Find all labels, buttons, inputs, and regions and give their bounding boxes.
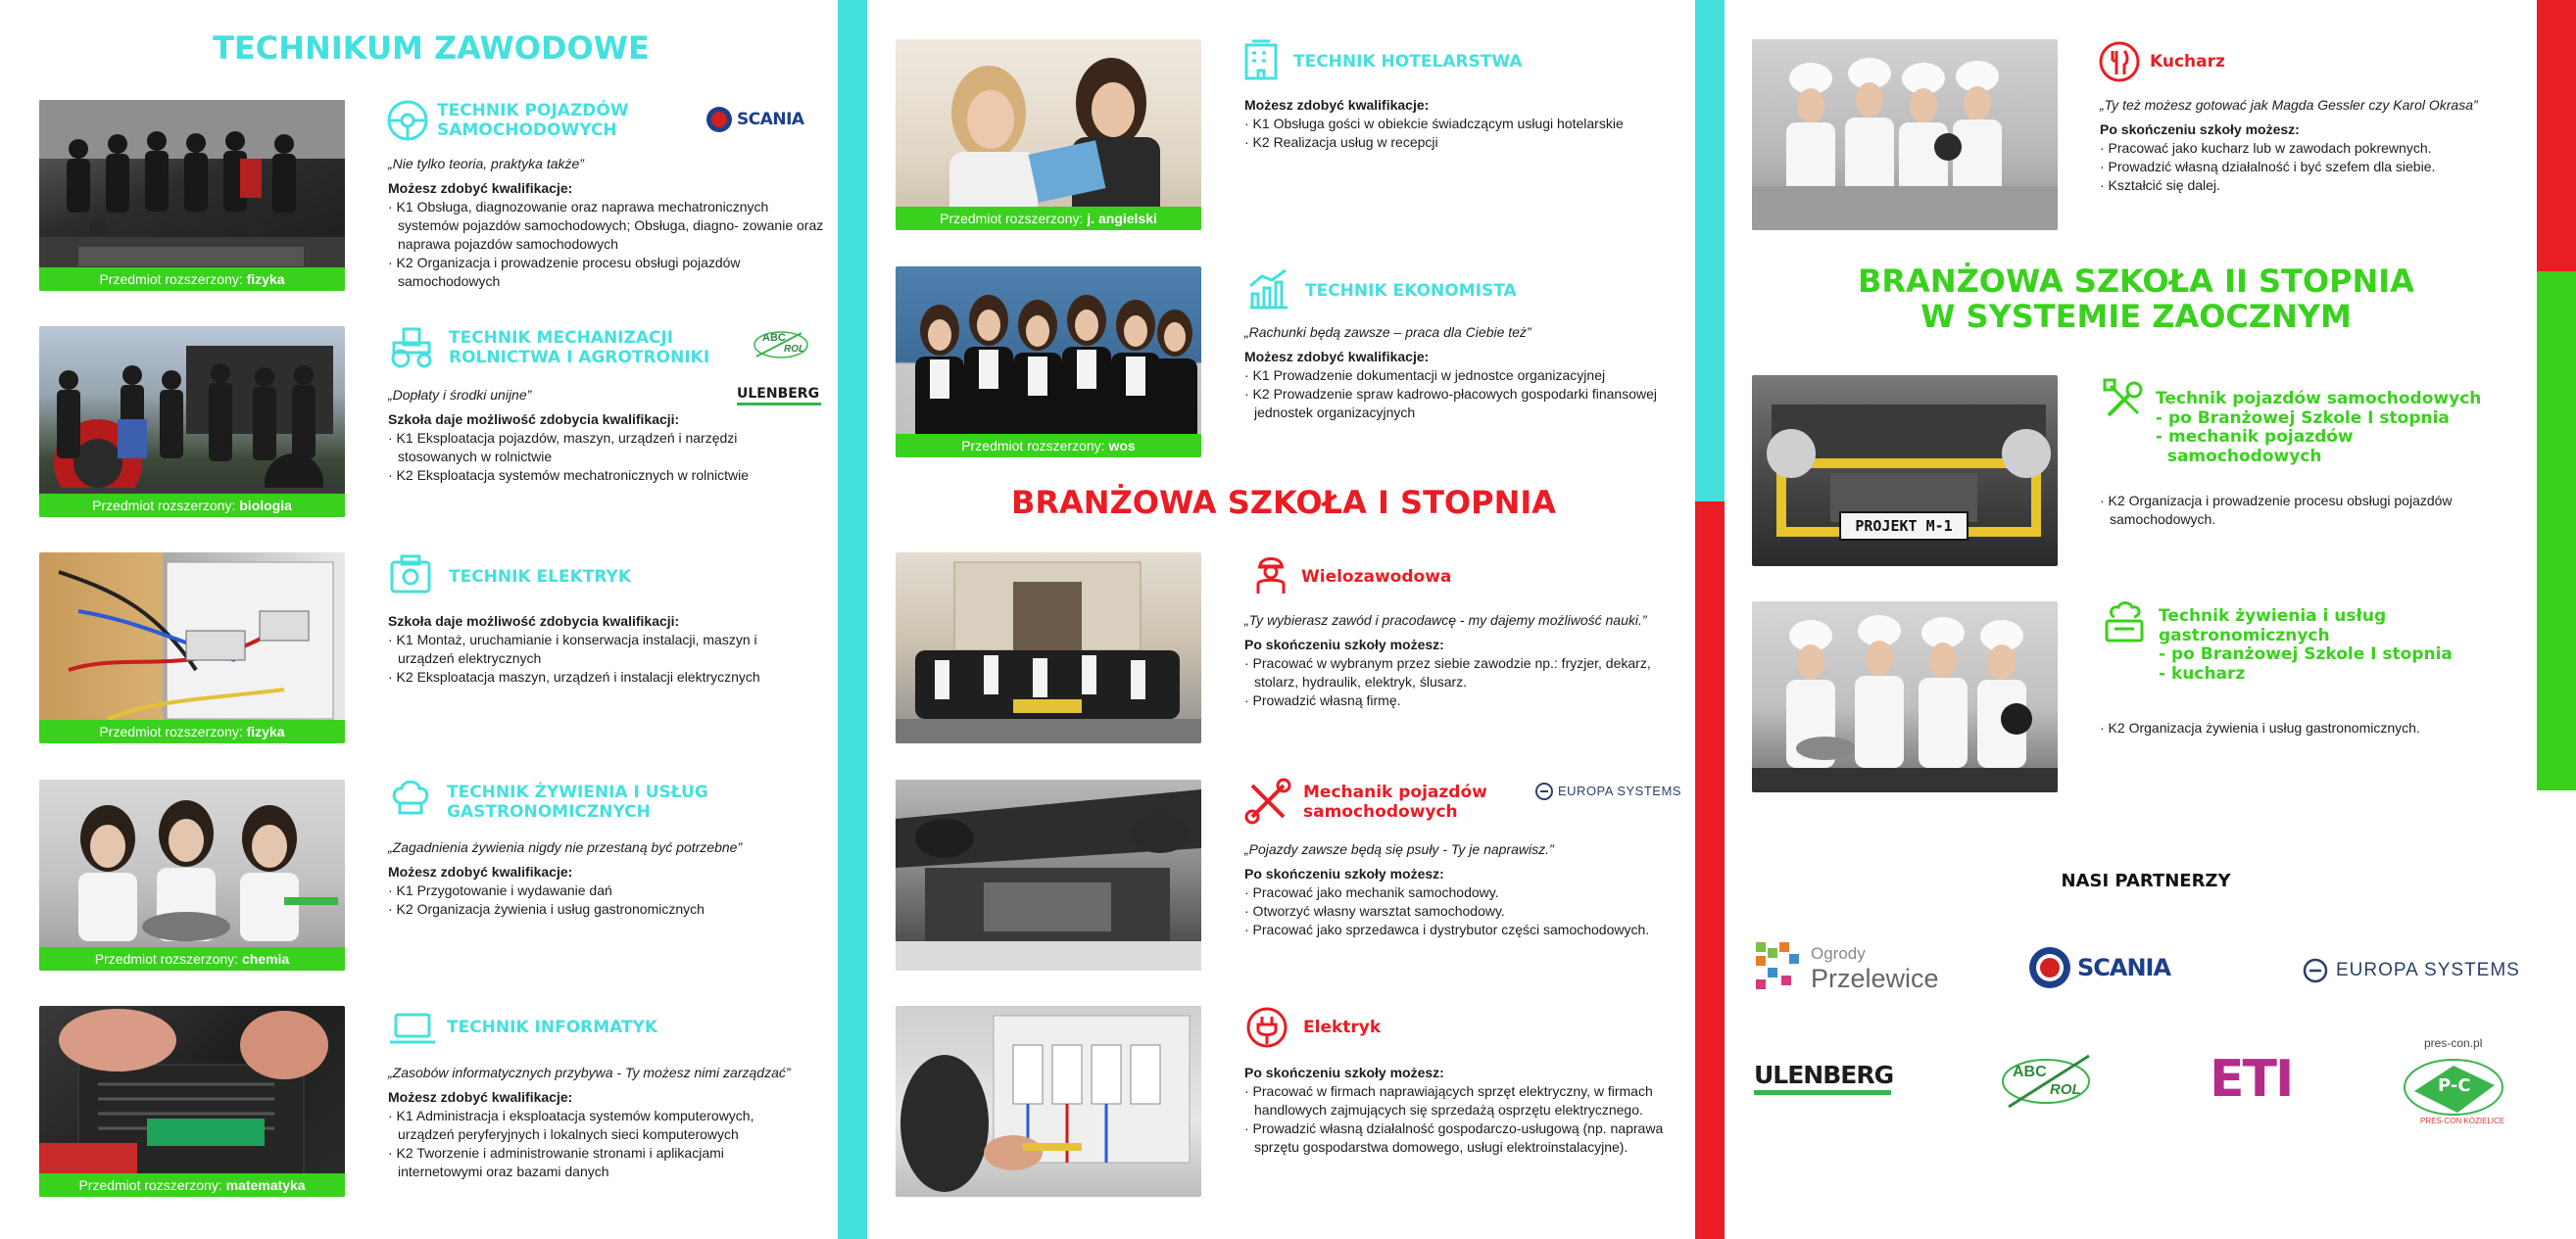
cyan-strip-left — [838, 0, 867, 1239]
worker-icon — [1248, 550, 1293, 596]
chef-hat-icon — [388, 776, 433, 821]
steering-wheel-icon — [385, 98, 430, 143]
title-technik-ekonomista: TECHNIK EKONOMISTA — [1305, 281, 1517, 301]
abc-rol-logo-small: ABC ROL — [753, 327, 809, 362]
photo-electrical-wiring — [39, 552, 345, 743]
photo-caption: Przedmiot rozszerzony: wos — [896, 434, 1201, 457]
green-strip-right-middle — [2537, 271, 2576, 790]
title-technik-pojazdow: TECHNIK POJAZDÓW SAMOCHODOWYCH — [437, 101, 629, 140]
photo-students-tractor — [39, 326, 345, 517]
europa-systems-logo: EUROPA SYSTEMS — [2303, 958, 2528, 987]
photo-school-group — [896, 552, 1201, 743]
license-plate: PROJEKT M-1 — [1855, 517, 1953, 535]
title-technik-pojazdow-zaoczny: Technik pojazdów samochodowych - po Branżowej Szkole I stopnia - mechanik pojazdów samochodowych — [2156, 389, 2482, 466]
abc-rol-logo: ABC ROL — [1999, 1050, 2097, 1113]
cyan-strip-middle-top — [1695, 0, 1725, 501]
photo-economy-students — [896, 266, 1201, 457]
tractor-icon — [388, 323, 433, 368]
title-kucharz: Kucharz — [2150, 52, 2225, 71]
hotel-icon — [1239, 37, 1284, 82]
body-technik-pojazdow: „Nie tylko teoria, praktyka także” Możesz zdobyć kwalifikacje: · K1 Obsługa, diagnozowanie oraz naprawa mechatronicznych systemów pojazdów samochodowych; Obsługa, diagno- zowanie oraz naprawa pojazdów samochodowych · K2 Organizacja i prowadzenie procesu obsługi pojazdów samochodowych — [388, 156, 824, 289]
photo-cooks-kitchen — [1752, 39, 2058, 230]
body-kucharz: „Ty też możesz gotować jak Magda Gessler czy Karol Okrasa” Po skończeniu szkoły możesz: · Pracować jako kucharz lub w zawodach pokrewnych. · Prowadzić własną działalność i być szefem dla siebie. · Kształcić się dalej. — [2100, 97, 2478, 193]
title-technik-zywienia-zaoczny: Technik żywienia i usług gastronomicznych - po Branżowej Szkole I stopnia - kucharz — [2159, 606, 2453, 684]
photo-electrician — [896, 1006, 1201, 1197]
photo-project-car — [1752, 375, 2058, 566]
body-technik-informatyk: „Zasobów informatycznych przybywa - Ty możesz nimi zarządzać” Możesz zdobyć kwalifikacje: · K1 Administracja i eksploatacja systemów komputerowych, urządzeń peryferyjnych i lokalnych sieci komputerowych · K2 Tworzenie i administrowanie stronami i aplikacjami internetowymi oraz bazami danych — [388, 1065, 791, 1179]
eti-logo: ETI — [2210, 1050, 2293, 1109]
photo-caption: Przedmiot rozszerzony: j. angielski — [896, 207, 1201, 230]
body-technik-mechanizacji: „Dopłaty i środki unijne” Szkoła daje możliwość zdobycia kwalifikacji: · K1 Eksploatacja pojazdów, maszyn, urządzeń i narzędzi stosowanych w rolnictwie · K2 Eksploatacja systemów mechatronicznych w rolnictwie — [388, 387, 750, 483]
photo-caption: Przedmiot rozszerzony: fizyka — [39, 720, 345, 743]
title-technik-zywienia: TECHNIK ŻYWIENIA I USŁUG GASTRONOMICZNYCH — [447, 783, 708, 822]
photo-caption: Przedmiot rozszerzony: biologia — [39, 494, 345, 517]
partners-heading: NASI PARTNERZY — [2061, 871, 2231, 891]
cook-icon — [2097, 39, 2142, 84]
kitchen-icon — [2101, 599, 2146, 644]
body-technik-pojazdow-zaoczny: · K2 Organizacja i prowadzenie procesu obsługi pojazdów samochodowych. — [2100, 493, 2453, 527]
tools-icon — [2101, 376, 2146, 421]
photo-cooking-students — [39, 780, 345, 971]
body-elektryk: Po skończeniu szkoły możesz: · Pracować w firmach naprawiających sprzęt elektryczny, w firmach handlowych zajmujących się sprzedażą osprzętu elektrycznego. · Prowadzić własną działalność gospodarczo-usługową (np. naprawa sprzętu gospodarstwa domowego, usługi elektroinstalacyjne). — [1244, 1065, 1664, 1155]
title-technik-mechanizacji: TECHNIK MECHANIZACJI ROLNICTWA I AGROTRONIKI — [449, 328, 710, 367]
title-technik-elektryk: TECHNIK ELEKTRYK — [449, 567, 632, 587]
red-strip-middle-bottom — [1695, 501, 1725, 1239]
white-strip-right-bottom — [2537, 790, 2576, 1239]
title-mechanik: Mechanik pojazdów samochodowych — [1303, 783, 1487, 822]
title-elektryk: Elektryk — [1303, 1018, 1382, 1037]
title-wielozawodowa: Wielozawodowa — [1301, 567, 1452, 587]
scania-logo: SCANIA — [2028, 946, 2205, 989]
right-heading: BRANŻOWA SZKOŁA II STOPNIA W SYSTEMIE ZAOCZNYM — [1858, 262, 2414, 335]
body-mechanik: „Pojazdy zawsze będą się psuły - Ty je naprawisz.” Po skończeniu szkoły możesz: · Pracować jako mechanik samochodowy. · Otworzyć własny warsztat samochodowy. · Pracować jako sprzedawca i dystrybutor części samochodowych. — [1244, 841, 1650, 937]
photo-students-garage — [39, 100, 345, 291]
red-strip-right-top — [2537, 0, 2576, 271]
body-technik-ekonomista: „Rachunki będą zawsze – praca dla Ciebie też” Możesz zdobyć kwalifikacje: · K1 Prowadzenie dokumentacji w jednostce organizacyjnej · K2 Prowadzenie spraw kadrowo-płacowych gospodarki finansowej jednostek organizacyjnych — [1244, 324, 1657, 420]
ulenberg-logo: ULENBERG — [1754, 1061, 1901, 1100]
laptop-icon — [388, 1007, 433, 1052]
photo-caption: Przedmiot rozszerzony: chemia — [39, 947, 345, 971]
scania-logo-small: SCANIA — [705, 106, 818, 133]
plug-icon — [1244, 1005, 1289, 1050]
body-technik-elektryk: Szkoła daje możliwość zdobycia kwalifikacji: · K1 Montaż, uruchamianie i konserwacja instalacji, maszyn i urządzeń elektrycznych · K2 Eksploatacja maszyn, urządzeń i instalacji elektrycznych — [388, 613, 760, 685]
body-wielozawodowa: „Ty wybierasz zawód i pracodawcę - my dajemy możliwość nauki.” Po skończeniu szkoły możesz: · Pracować w wybranym przez siebie zawodzie np.: fryzjer, dekarz, stolarz, hydraulik, elektryk, ślusarz. · Prowadzić własną firmę. — [1244, 612, 1651, 708]
body-technik-zywienia: „Zagadnienia żywienia nigdy nie przestaną być potrzebne” Możesz zdobyć kwalifikacje: · K1 Przygotowanie i wydawanie dań · K2 Organizacja żywienia i usług gastronomicznych — [388, 839, 743, 917]
title-technik-informatyk: TECHNIK INFORMATYK — [447, 1018, 658, 1037]
title-technik-hotelarstwa: TECHNIK HOTELARSTWA — [1293, 52, 1523, 71]
left-heading: TECHNIKUM ZAWODOWE — [213, 29, 650, 67]
body-technik-hotelarstwa: Możesz zdobyć kwalifikacje: · K1 Obsługa gości w obiekcie świadczącym usługi hotelarskie · K2 Realizacja usług w recepcji — [1244, 97, 1624, 150]
photo-caption: Przedmiot rozszerzony: fizyka — [39, 267, 345, 291]
europa-systems-logo-small: EUROPA SYSTEMS — [1534, 782, 1681, 803]
photo-cooks-zaoczny — [1752, 601, 2058, 792]
ogrody-przelewice-logo: Ogrody Przelewice — [1754, 940, 1930, 995]
photo-hotel-students — [896, 39, 1201, 230]
photo-caption: Przedmiot rozszerzony: matematyka — [39, 1173, 345, 1197]
pres-con-logo: pres-con.pl P-C PRES-CON KOZIELICE — [2397, 1036, 2514, 1134]
ulenberg-logo-small: ULENBERG — [737, 386, 821, 405]
wrench-icon — [1244, 778, 1289, 823]
body-technik-zywienia-zaoczny: · K2 Organizacja żywienia i usług gastronomicznych. — [2100, 720, 2420, 736]
photo-car-engine — [896, 780, 1201, 971]
middle-heading: BRANŻOWA SZKOŁA I STOPNIA — [1010, 484, 1557, 521]
chart-icon — [1244, 266, 1289, 311]
fuse-box-icon — [388, 552, 433, 597]
photo-computer-hardware — [39, 1006, 345, 1197]
